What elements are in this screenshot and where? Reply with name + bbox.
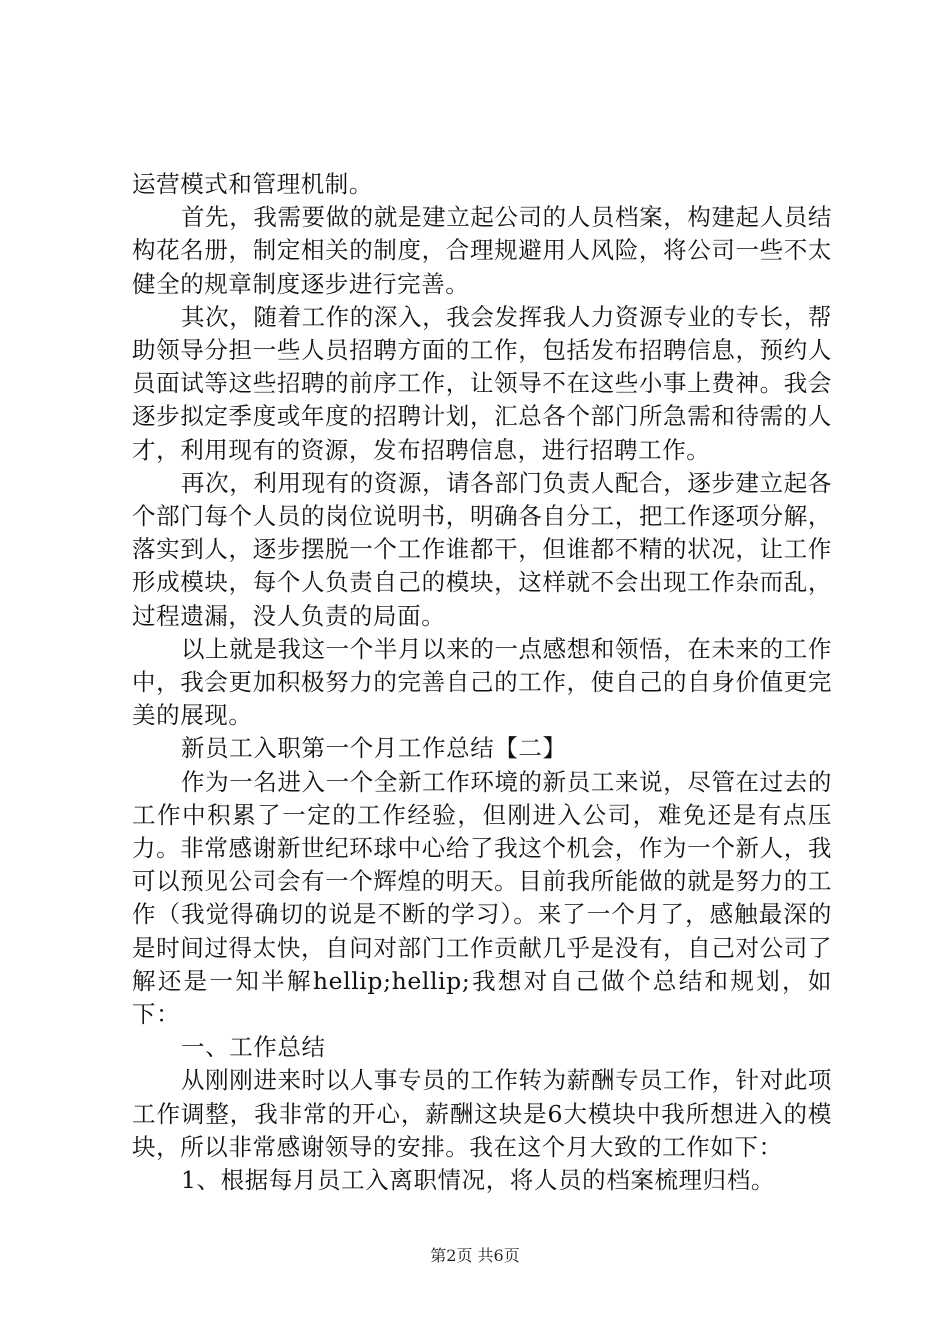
- paragraph-second: 其次，随着工作的深入，我会发挥我人力资源专业的专长，帮助领导分担一些人员招聘方面的工作，包括发布招聘信息，预约人员面试等这些招聘的前序工作，让领导不在这些小事上费神。我会逐步拟定季度或年度的招聘计划，汇总各个部门所急需和待需的人才，利用现有的资源，发布招聘信息，进行招聘工作。: [132, 302, 832, 464]
- list-item-1: 1、根据每月员工入离职情况，将人员的档案梳理归档。: [181, 1166, 775, 1195]
- paragraph-conclusion: 以上就是我这一个半月以来的一点感想和领悟，在未来的工作中，我会更加积极努力的完善自己的工作，使自己的自身价值更完美的展现。: [132, 634, 832, 730]
- paragraph-role-change: 从刚刚进来时以人事专员的工作转为薪酬专员工作，针对此项工作调整，我非常的开心，薪酬这块是6大模块中我所想进入的模块，所以非常感谢领导的安排。我在这个月大致的工作如下：: [132, 1066, 832, 1161]
- paragraph-continuation: 运营模式和管理机制。: [132, 170, 373, 198]
- page-number-footer: 第2页 共6页: [430, 1246, 520, 1265]
- document-body: [132, 168, 832, 1197]
- paragraph-intro: 作为一名进入一个全新工作环境的新员工来说，尽管在过去的工作中积累了一定的工作经验，但刚进入公司，难免还是有点压力。非常感谢新世纪环球中心给了我这个机会，作为一个新人，我可以预见公司会有一个辉煌的明天。目前我所能做的就是努力的工作（我觉得确切的说是不断的学习）。来了一个月了，感触最深的是时间过得太快，自问对部门工作贡献几乎是没有，自己对公司了解还是一知半解hellip;hellip;我想对自己做个总结和规划，如下：: [132, 767, 832, 1029]
- subheading-work-summary: 一、工作总结: [181, 1033, 326, 1062]
- paragraph-first: 首先，我需要做的就是建立起公司的人员档案，构建起人员结构花名册，制定相关的制度，合理规避用人风险，将公司一些不太健全的规章制度逐步进行完善。: [132, 203, 832, 298]
- paragraph-third: 再次，利用现有的资源，请各部门负责人配合，逐步建立起各个部门每个人员的岗位说明书，明确各自分工，把工作逐项分解，落实到人，逐步摆脱一个工作谁都干，但谁都不精的状况，让工作形成模块，每个人负责自己的模块，这样就不会出现工作杂而乱，过程遗漏，没人负责的局面。: [132, 468, 832, 630]
- section-heading-two: 新员工入职第一个月工作总结【二】: [181, 734, 567, 763]
